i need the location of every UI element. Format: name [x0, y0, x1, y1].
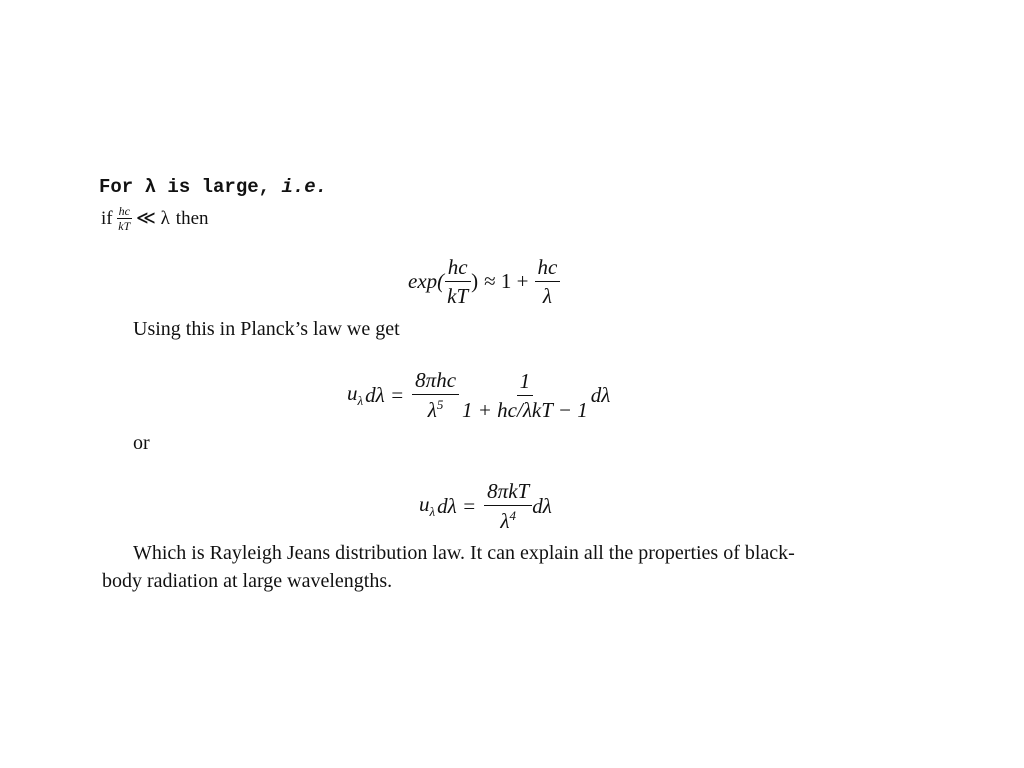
condition-relation: ≪ λ — [135, 208, 170, 229]
eq1-rhs-numerator: hc — [535, 256, 561, 282]
condition-then: then — [175, 207, 209, 229]
eq1-denominator: kT — [447, 284, 469, 309]
eq1-func: exp( — [408, 269, 445, 294]
eq2-fraction-1 — [412, 369, 459, 421]
condition-line — [101, 205, 209, 232]
eq1-rhs-denominator: λ — [542, 284, 552, 309]
condition-fraction — [117, 205, 132, 232]
eq1-rhs-fraction — [535, 256, 561, 307]
heading-line — [99, 176, 327, 198]
eq2-fraction-1-numerator: 8πhc — [412, 369, 459, 395]
equation-planck-substitution — [347, 369, 610, 421]
equation-exp-approximation — [408, 256, 560, 307]
paragraph-planck: Using this in Planck’s law we get — [133, 318, 400, 340]
paragraph-rayleigh-jeans-line-1: Which is Rayleigh Jeans distribution law. It can explain all the properties of black- — [133, 542, 795, 564]
condition-fraction-numerator: hc — [118, 204, 130, 218]
eq1-close: ) — [471, 269, 479, 294]
eq3-numerator: 8πkT — [484, 480, 532, 506]
paragraph-or: or — [133, 432, 150, 454]
eq3-lhs-tail: dλ = — [437, 493, 477, 518]
eq3-denominator: $\lambda^4$ — [500, 508, 516, 534]
eq3-fraction — [484, 480, 532, 532]
equation-rayleigh-jeans — [419, 480, 552, 532]
eq2-lhs-tail: dλ = — [365, 382, 405, 407]
paragraph-rayleigh-jeans-line-2: body radiation at large wavelengths. — [102, 570, 393, 592]
condition-fraction-denominator: kT — [118, 219, 131, 233]
heading-text: For λ is large, — [99, 176, 271, 198]
eq3-tail: dλ — [532, 493, 552, 518]
condition-if: if — [101, 207, 113, 229]
eq2-tail: dλ — [590, 382, 611, 407]
eq2-lhs: $u_\lambda$ — [347, 380, 364, 409]
eq1-fraction — [444, 256, 471, 307]
eq2-fraction-2-numerator: 1 — [517, 370, 534, 396]
eq3-lhs: $u_\lambda$ — [419, 491, 436, 520]
eq1-approx: ≈ 1 + — [484, 269, 529, 294]
heading-ie: i.e. — [281, 176, 328, 198]
eq2-fraction-2 — [459, 370, 591, 421]
eq1-numerator: hc — [445, 256, 471, 282]
eq2-fraction-2-denominator: 1 + hc/λkT − 1 — [462, 397, 588, 422]
eq2-fraction-1-denominator: $\lambda^5$ — [427, 397, 444, 423]
